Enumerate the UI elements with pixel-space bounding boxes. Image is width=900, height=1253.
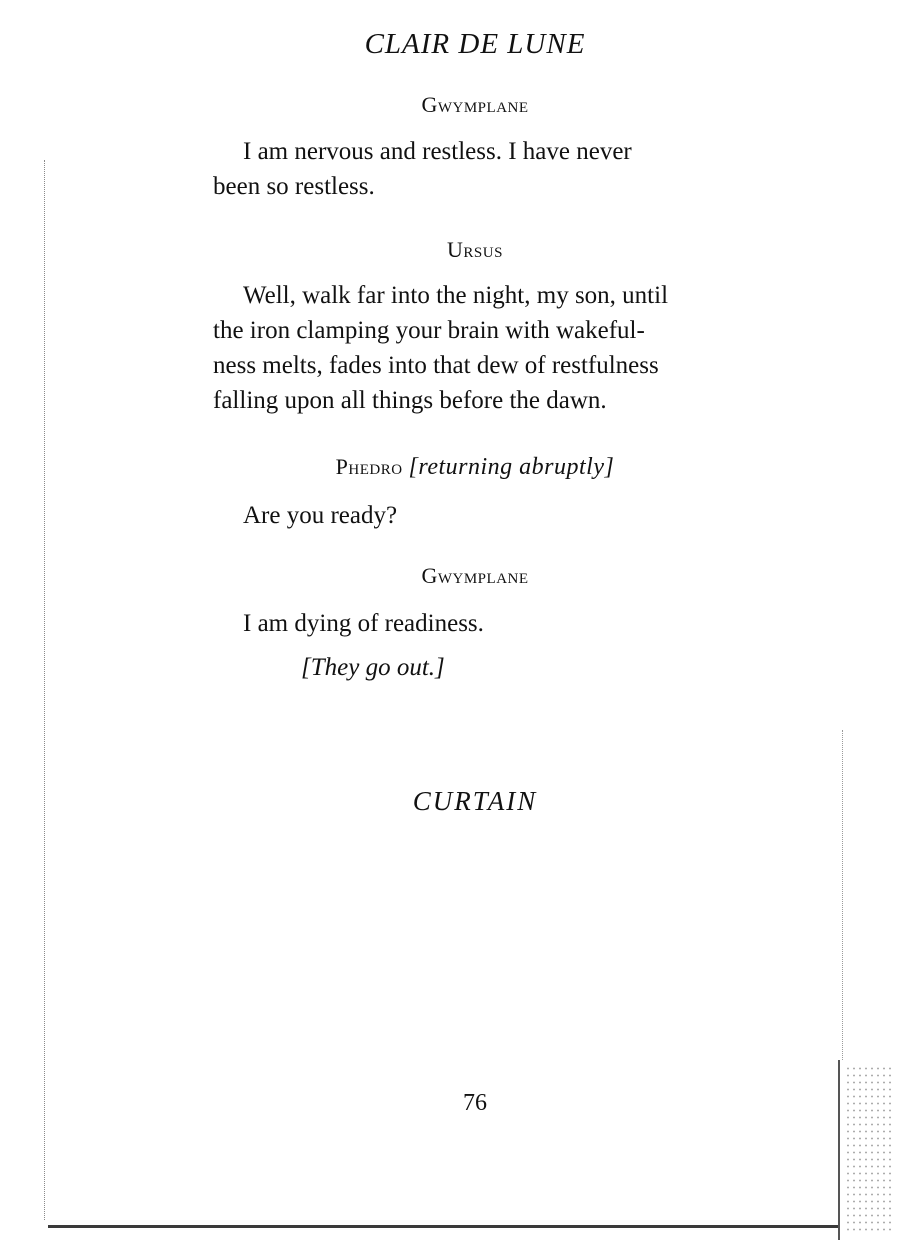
running-head: CLAIR DE LUNE	[364, 28, 586, 60]
stage-direction-block	[213, 650, 790, 685]
speaker-label: Gwymplane	[421, 563, 529, 588]
page-number: 76	[463, 1090, 487, 1116]
speaker-label: Gwymplane	[421, 92, 529, 117]
speaker-direction: [returning abruptly]	[408, 454, 615, 480]
page-edge-rule	[838, 1060, 840, 1240]
speaker-name	[50, 237, 900, 263]
dialogue-line: falling upon all things before the dawn.	[213, 387, 607, 414]
dialogue-line: Well, walk far into the night, my son, until	[243, 282, 669, 309]
curtain-heading: CURTAIN	[412, 786, 538, 816]
dialogue-line: Are you ready?	[243, 502, 398, 529]
dialogue-line: ness melts, fades into that dew of restfulness	[213, 352, 659, 379]
dialogue-line: been so restless.	[213, 173, 375, 200]
speaker-name	[50, 454, 900, 481]
speaker-name	[50, 92, 900, 118]
dialogue-paragraph	[213, 606, 790, 641]
page-edge-rule	[48, 1225, 838, 1228]
speaker-name	[50, 563, 900, 589]
dialogue-paragraph	[213, 498, 790, 533]
dialogue-line: I am dying of readiness.	[243, 610, 484, 637]
speaker-label: Ursus	[447, 237, 503, 262]
dialogue-line: the iron clamping your brain with wakeful-	[213, 317, 645, 344]
dialogue-paragraph	[213, 134, 790, 204]
speaker-label: Phedro	[335, 454, 403, 479]
dialogue-line: I am nervous and restless. I have never	[243, 138, 632, 165]
dialogue-paragraph	[213, 278, 790, 418]
stage-direction: [They go out.]	[301, 654, 445, 681]
scan-margin-dots	[44, 160, 46, 1220]
scan-margin-dots	[842, 730, 844, 1060]
